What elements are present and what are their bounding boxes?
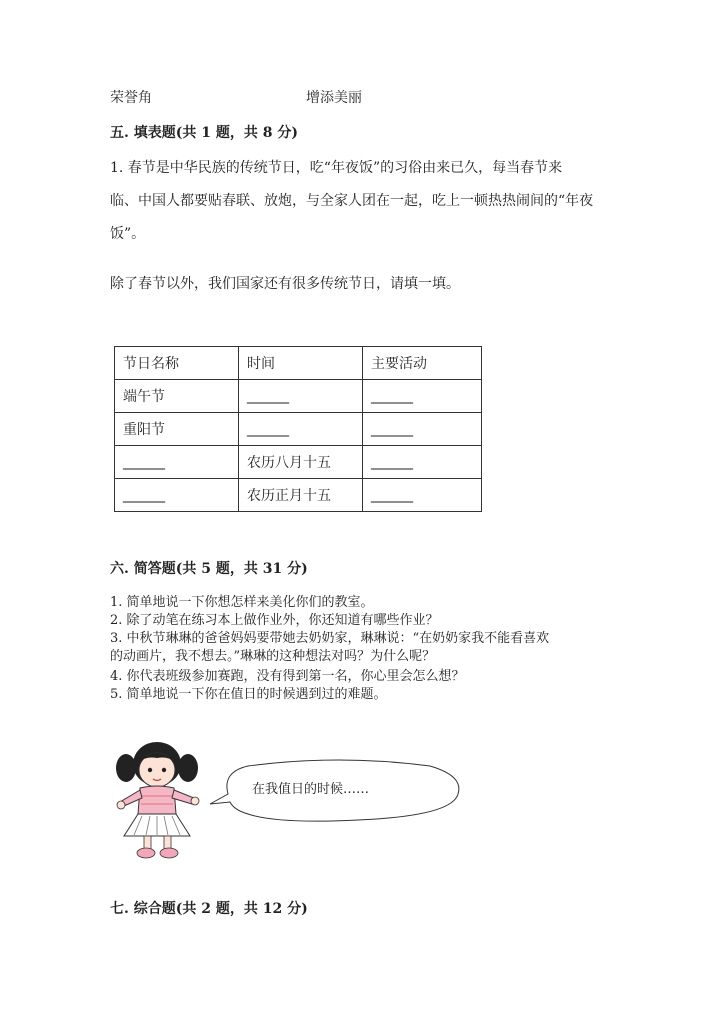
table-row bbox=[115, 479, 482, 512]
question-item: 2. 除了动笔在练习本上做作业外，你还知道有哪些作业？ bbox=[110, 613, 439, 628]
question-item: 3. 中秋节琳琳的爸爸妈妈要带她去奶奶家，琳琳说：“在奶奶家我不能看喜欢 bbox=[110, 631, 550, 646]
speech-bubble-text: 在我值日的时候…… bbox=[252, 782, 370, 797]
question-item: 的动画片，我不想去。”琳琳的这种想法对吗？为什么呢？ bbox=[110, 649, 436, 664]
table-cell-blank[interactable]: ______ bbox=[115, 479, 239, 512]
section5-q1-line1: 1. 春节是中华民族的传统节日，吃“年夜饭”的习俗由来已久，每当春节来 bbox=[110, 160, 563, 176]
section5-q1-line3: 饭”。 bbox=[110, 226, 146, 242]
table-cell-blank[interactable]: ______ bbox=[363, 446, 482, 479]
table-cell: 农历八月十五 bbox=[239, 446, 363, 479]
section5-title: 五. 填表题(共 1 题，共 8 分) bbox=[110, 125, 298, 141]
table-cell: 端午节 bbox=[115, 380, 239, 413]
table-cell-blank[interactable]: ______ bbox=[239, 413, 363, 446]
section5-q1-line2: 临、中国人都要贴春联、放炮，与全家人团在一起，吃上一顿热热闹间的“年夜 bbox=[110, 193, 594, 209]
table-row bbox=[115, 446, 482, 479]
section6-title: 六. 简答题(共 5 题，共 31 分) bbox=[110, 561, 308, 577]
table-cell: 农历正月十五 bbox=[239, 479, 363, 512]
table-header-cell: 节日名称 bbox=[115, 347, 239, 380]
table-cell-blank[interactable]: ______ bbox=[363, 413, 482, 446]
table-cell-blank[interactable]: ______ bbox=[363, 380, 482, 413]
top-word-add-beauty: 增添美丽 bbox=[306, 90, 362, 106]
table-cell-blank[interactable]: ______ bbox=[363, 479, 482, 512]
table-row bbox=[115, 380, 482, 413]
question-item: 4. 你代表班级参加赛跑，没有得到第一名，你心里会怎么想？ bbox=[110, 669, 465, 684]
section5-prompt: 除了春节以外，我们国家还有很多传统节日，请填一填。 bbox=[110, 276, 460, 292]
festival-table bbox=[114, 346, 482, 512]
top-word-honor-corner: 荣誉角 bbox=[110, 90, 152, 106]
question-item: 5. 简单地说一下你在值日的时候遇到过的难题。 bbox=[110, 687, 387, 702]
section7-title: 七. 综合题(共 2 题，共 12 分) bbox=[110, 901, 308, 917]
table-header-cell: 时间 bbox=[239, 347, 363, 380]
question-item: 1. 简单地说一下你想怎样来美化你们的教室。 bbox=[110, 595, 374, 610]
table-cell-blank[interactable]: ______ bbox=[239, 380, 363, 413]
table-header-cell: 主要活动 bbox=[363, 347, 482, 380]
table-header-row bbox=[115, 347, 482, 380]
table-cell-blank[interactable]: ______ bbox=[115, 446, 239, 479]
table-cell: 重阳节 bbox=[115, 413, 239, 446]
table-row bbox=[115, 413, 482, 446]
girl-illustration bbox=[112, 738, 202, 860]
